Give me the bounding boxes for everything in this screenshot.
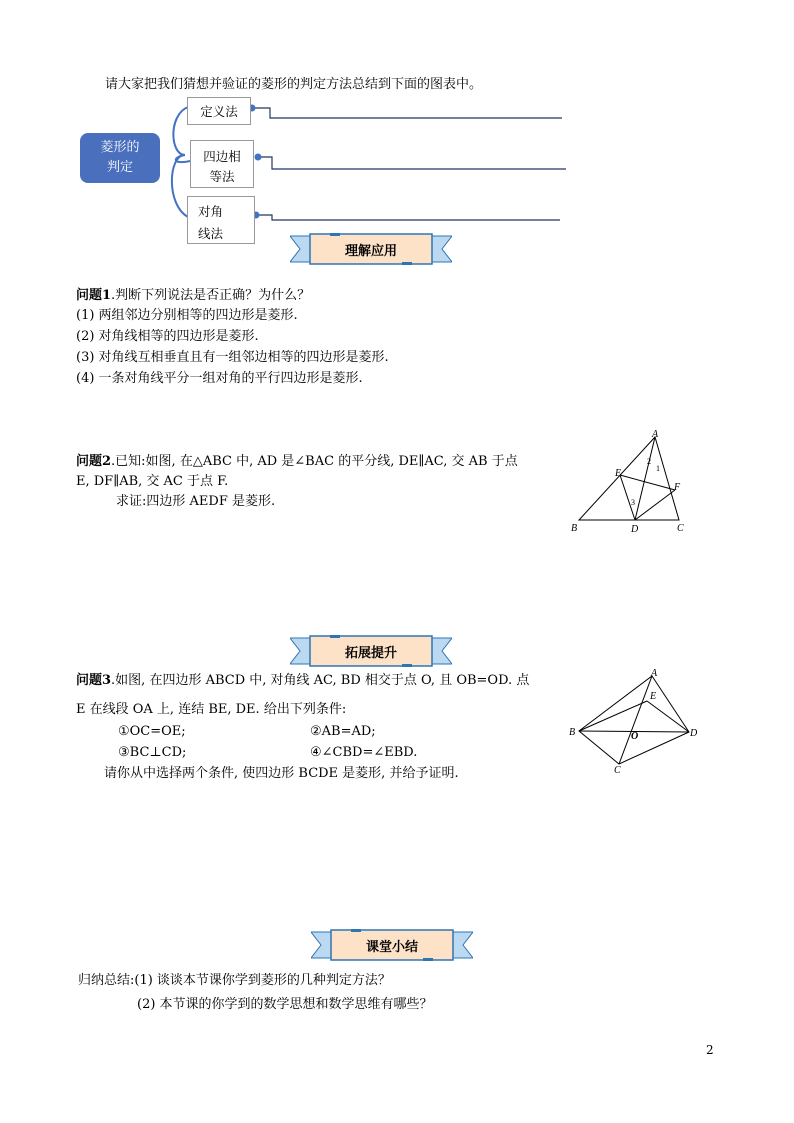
q2-point-D: D — [631, 524, 639, 535]
q2-point-E: E — [615, 468, 622, 479]
q2-point-B: B — [571, 523, 578, 534]
q3-condition-2: ②AB=AD; — [310, 724, 376, 739]
q2-point-A: A — [652, 429, 659, 440]
q3-line2: E 在线段 OA 上, 连结 BE, DE. 给出下列条件: — [76, 702, 347, 717]
mindmap-branch-diagonal-line2: 线法 — [198, 226, 224, 241]
q2-angle-1: 1 — [656, 464, 660, 473]
q2-line1-text: .已知:如图, 在△ABC 中, AD 是∠BAC 的平分线, DE∥AC, 交 AB 于点 — [111, 454, 518, 469]
mindmap-branch-sides — [190, 140, 254, 188]
q2-label: 问题2 — [76, 454, 112, 469]
q3-line1 — [76, 673, 529, 689]
mindmap-root-line1: 菱形的 — [100, 140, 140, 155]
banner-summary — [311, 928, 473, 962]
banner-extend-label: 拓展提升 — [344, 646, 397, 661]
mindmap-branch-sides-line2: 等法 — [209, 169, 235, 184]
q1-title — [76, 288, 310, 304]
summary-line1: 归纳总结:(1) 谈谈本节课你学到菱形的几种判定方法？ — [78, 973, 391, 988]
q3-point-B: B — [569, 727, 576, 738]
q3-point-C: C — [614, 765, 621, 775]
banner-apply — [290, 232, 452, 266]
q1-label: 问题1 — [76, 288, 112, 303]
page-number: 2 — [706, 1043, 714, 1057]
q3-condition-3: ③BC⊥CD; — [118, 745, 187, 760]
q1-stem: .判断下列说法是否正确？为什么？ — [111, 288, 311, 303]
mindmap-branch-definition — [187, 97, 251, 125]
q3-line1-text: .如图, 在四边形 ABCD 中, 对角线 AC, BD 相交于点 O, 且 OB=OD. 点 — [111, 673, 530, 688]
q3-point-O: O — [631, 731, 639, 742]
mindmap-branch-diagonal — [187, 196, 255, 244]
q1-item-2: (2) 对角线相等的四边形是菱形. — [76, 329, 259, 344]
summary-line2: (2) 本节课的你学到的数学思想和数学思维有哪些？ — [137, 997, 433, 1012]
q2-point-F: F — [674, 482, 681, 493]
q3-point-D: D — [690, 728, 698, 739]
mindmap-root-line2: 判定 — [106, 160, 133, 175]
banner-apply-label: 理解应用 — [344, 244, 397, 259]
q2-line1 — [76, 454, 518, 470]
mindmap-branch-sides-line1: 四边相 — [203, 149, 241, 164]
banner-summary-label: 课堂小结 — [365, 940, 418, 955]
mindmap-branch-diagonal-line1: 对角 — [198, 204, 224, 219]
q2-line2: E, DF∥AB, 交 AC 于点 F. — [76, 474, 229, 489]
q1-item-3: (3) 对角线互相垂直且有一组邻边相等的四边形是菱形. — [76, 350, 389, 365]
q3-figure — [565, 665, 705, 775]
q3-condition-1: ①OC=OE; — [118, 724, 186, 739]
q1-item-1: (1) 两组邻边分别相等的四边形是菱形. — [76, 308, 298, 323]
mindmap-root — [80, 133, 160, 183]
q2-point-C: C — [677, 523, 684, 534]
q2-figure — [565, 428, 695, 538]
q1-item-4: (4) 一条对角线平分一组对角的平行四边形是菱形. — [76, 371, 363, 386]
q2-angle-3: 3 — [631, 498, 635, 507]
q3-condition-4: ④∠CBD=∠EBD. — [310, 745, 418, 760]
q3-point-E: E — [650, 691, 657, 702]
q3-line3: 请你从中选择两个条件, 使四边形 BCDE 是菱形, 并给予证明. — [104, 766, 459, 781]
mindmap-branch-definition-label: 定义法 — [200, 104, 238, 119]
banner-extend — [290, 634, 452, 668]
intro-text: 请大家把我们猜想并验证的菱形的判定方法总结到下面的图表中。 — [105, 77, 483, 92]
q3-point-A: A — [651, 668, 658, 679]
q2-line3: 求证:四边形 AEDF 是菱形. — [116, 494, 276, 509]
q3-label: 问题3 — [76, 673, 112, 688]
q2-angle-2: 2 — [647, 457, 651, 466]
